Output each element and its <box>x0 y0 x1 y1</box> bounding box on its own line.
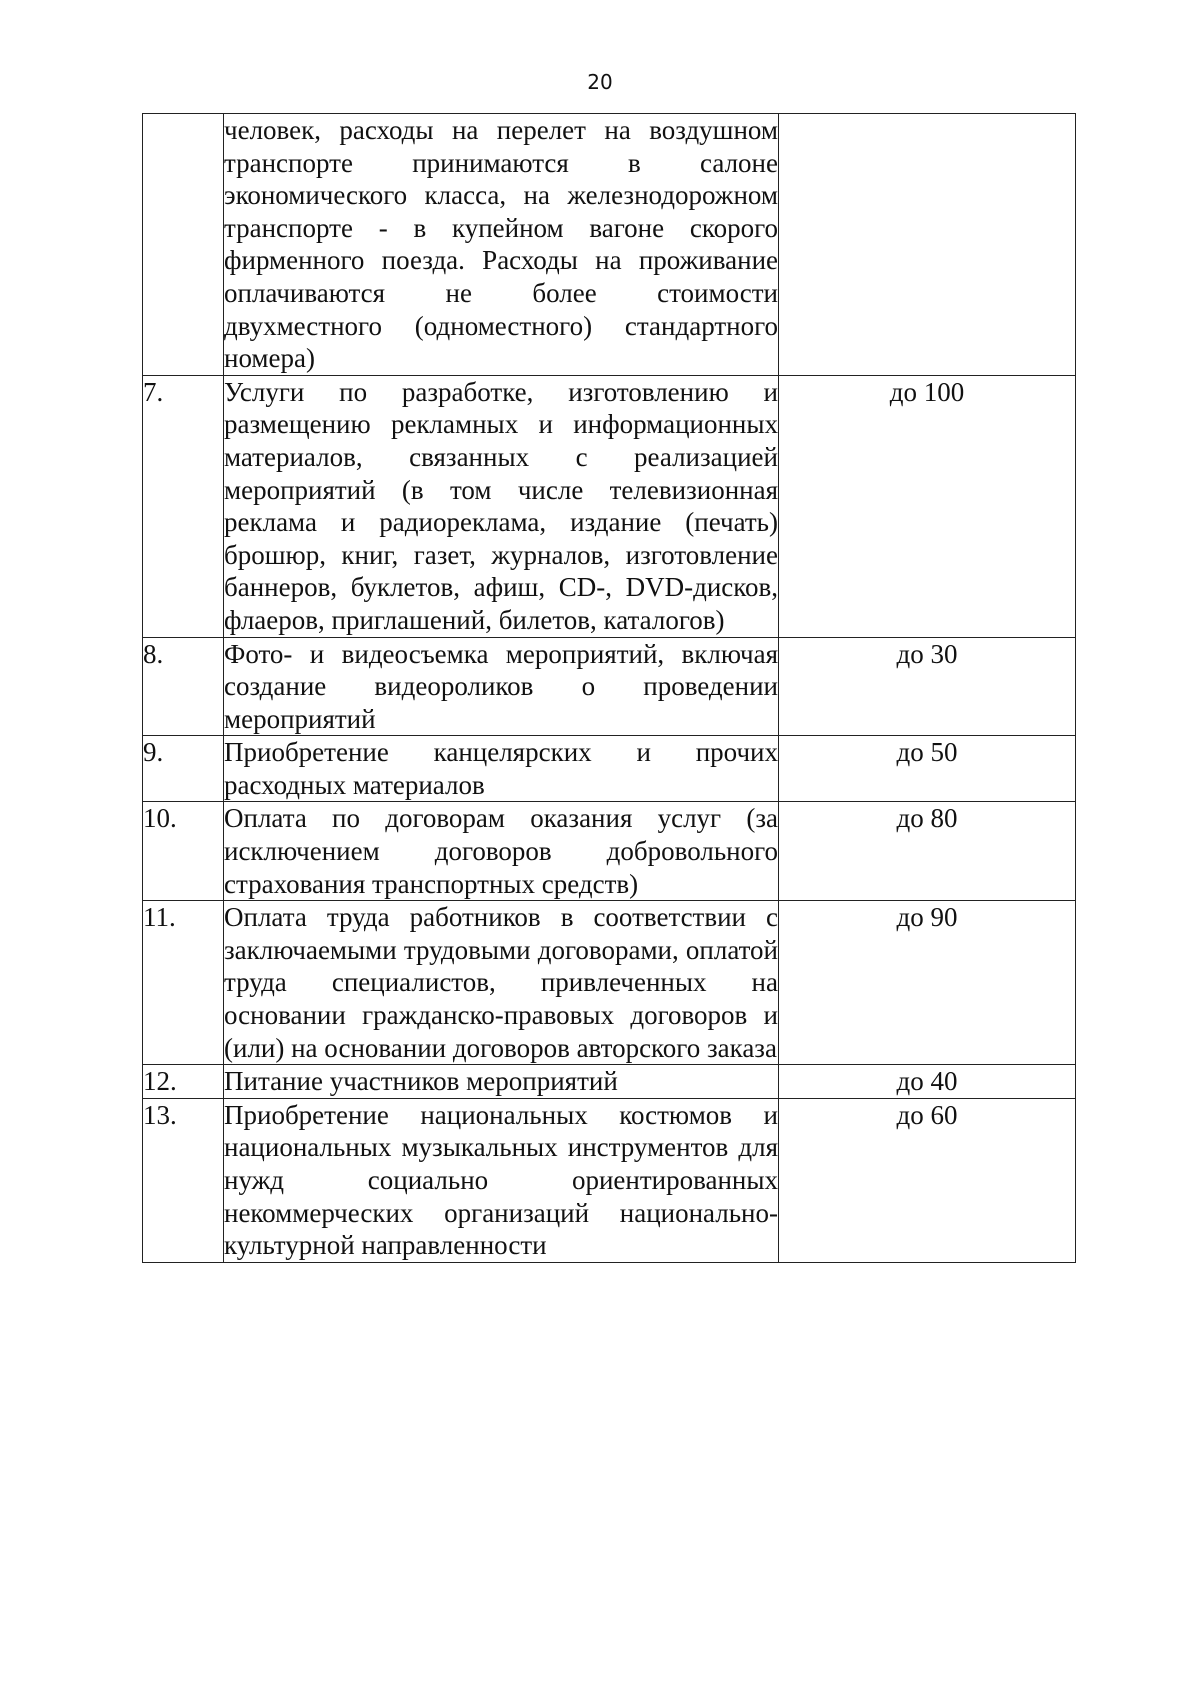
row-value: до 40 <box>779 1065 1076 1099</box>
row-value: до 60 <box>779 1098 1076 1262</box>
expense-table <box>142 113 1076 1263</box>
row-number: 12. <box>143 1065 224 1099</box>
row-description: Приобретение национальных костюмов и национальных музыкальных инструментов для нужд социально ориентированных некоммерческих организаций национально-культурной направленности <box>224 1098 779 1262</box>
row-description: Оплата труда работников в соответствии с заключаемыми трудовыми договорами, оплатой труда специалистов, привлеченных на основании гражданско-правовых договоров и (или) на основании договоров авторского заказа <box>224 901 779 1065</box>
row-description: Приобретение канцелярских и прочих расходных материалов <box>224 736 779 802</box>
table-row <box>143 736 1076 802</box>
row-number <box>143 114 224 376</box>
page-number: 20 <box>587 70 613 94</box>
row-value: до 50 <box>779 736 1076 802</box>
row-number: 8. <box>143 637 224 736</box>
row-description: Оплата по договорам оказания услуг (за исключением договоров добровольного страхования транспортных средств) <box>224 802 779 901</box>
table-row <box>143 1065 1076 1099</box>
table-row <box>143 802 1076 901</box>
table-row <box>143 1098 1076 1262</box>
table-row <box>143 375 1076 637</box>
row-description: человек, расходы на перелет на воздушном транспорте принимаются в салоне экономического класса, на железнодорожном транспорте - в купейном вагоне скорого фирменного поезда. Расходы на проживание оплачиваются не более стоимости двухместного (одноместного) стандартного номера) <box>224 114 779 376</box>
row-description: Услуги по разработке, изготовлению и размещению рекламных и информационных материалов, связанных с реализацией мероприятий (в том числе телевизионная реклама и радиореклама, издание (печать) брошюр, книг, газет, журналов, изготовление баннеров, буклетов, афиш, CD-, DVD-дисков, флаеров, приглашений, билетов, каталогов) <box>224 375 779 637</box>
row-value: до 30 <box>779 637 1076 736</box>
row-number: 7. <box>143 375 224 637</box>
row-value: до 80 <box>779 802 1076 901</box>
table-row <box>143 114 1076 376</box>
row-description: Питание участников мероприятий <box>224 1065 779 1099</box>
row-number: 11. <box>143 901 224 1065</box>
table-row <box>143 901 1076 1065</box>
table-row <box>143 637 1076 736</box>
row-value <box>779 114 1076 376</box>
row-number: 9. <box>143 736 224 802</box>
row-number: 10. <box>143 802 224 901</box>
row-number: 13. <box>143 1098 224 1262</box>
row-value: до 90 <box>779 901 1076 1065</box>
row-description: Фото- и видеосъемка мероприятий, включая создание видеороликов о проведении мероприятий <box>224 637 779 736</box>
row-value: до 100 <box>779 375 1076 637</box>
